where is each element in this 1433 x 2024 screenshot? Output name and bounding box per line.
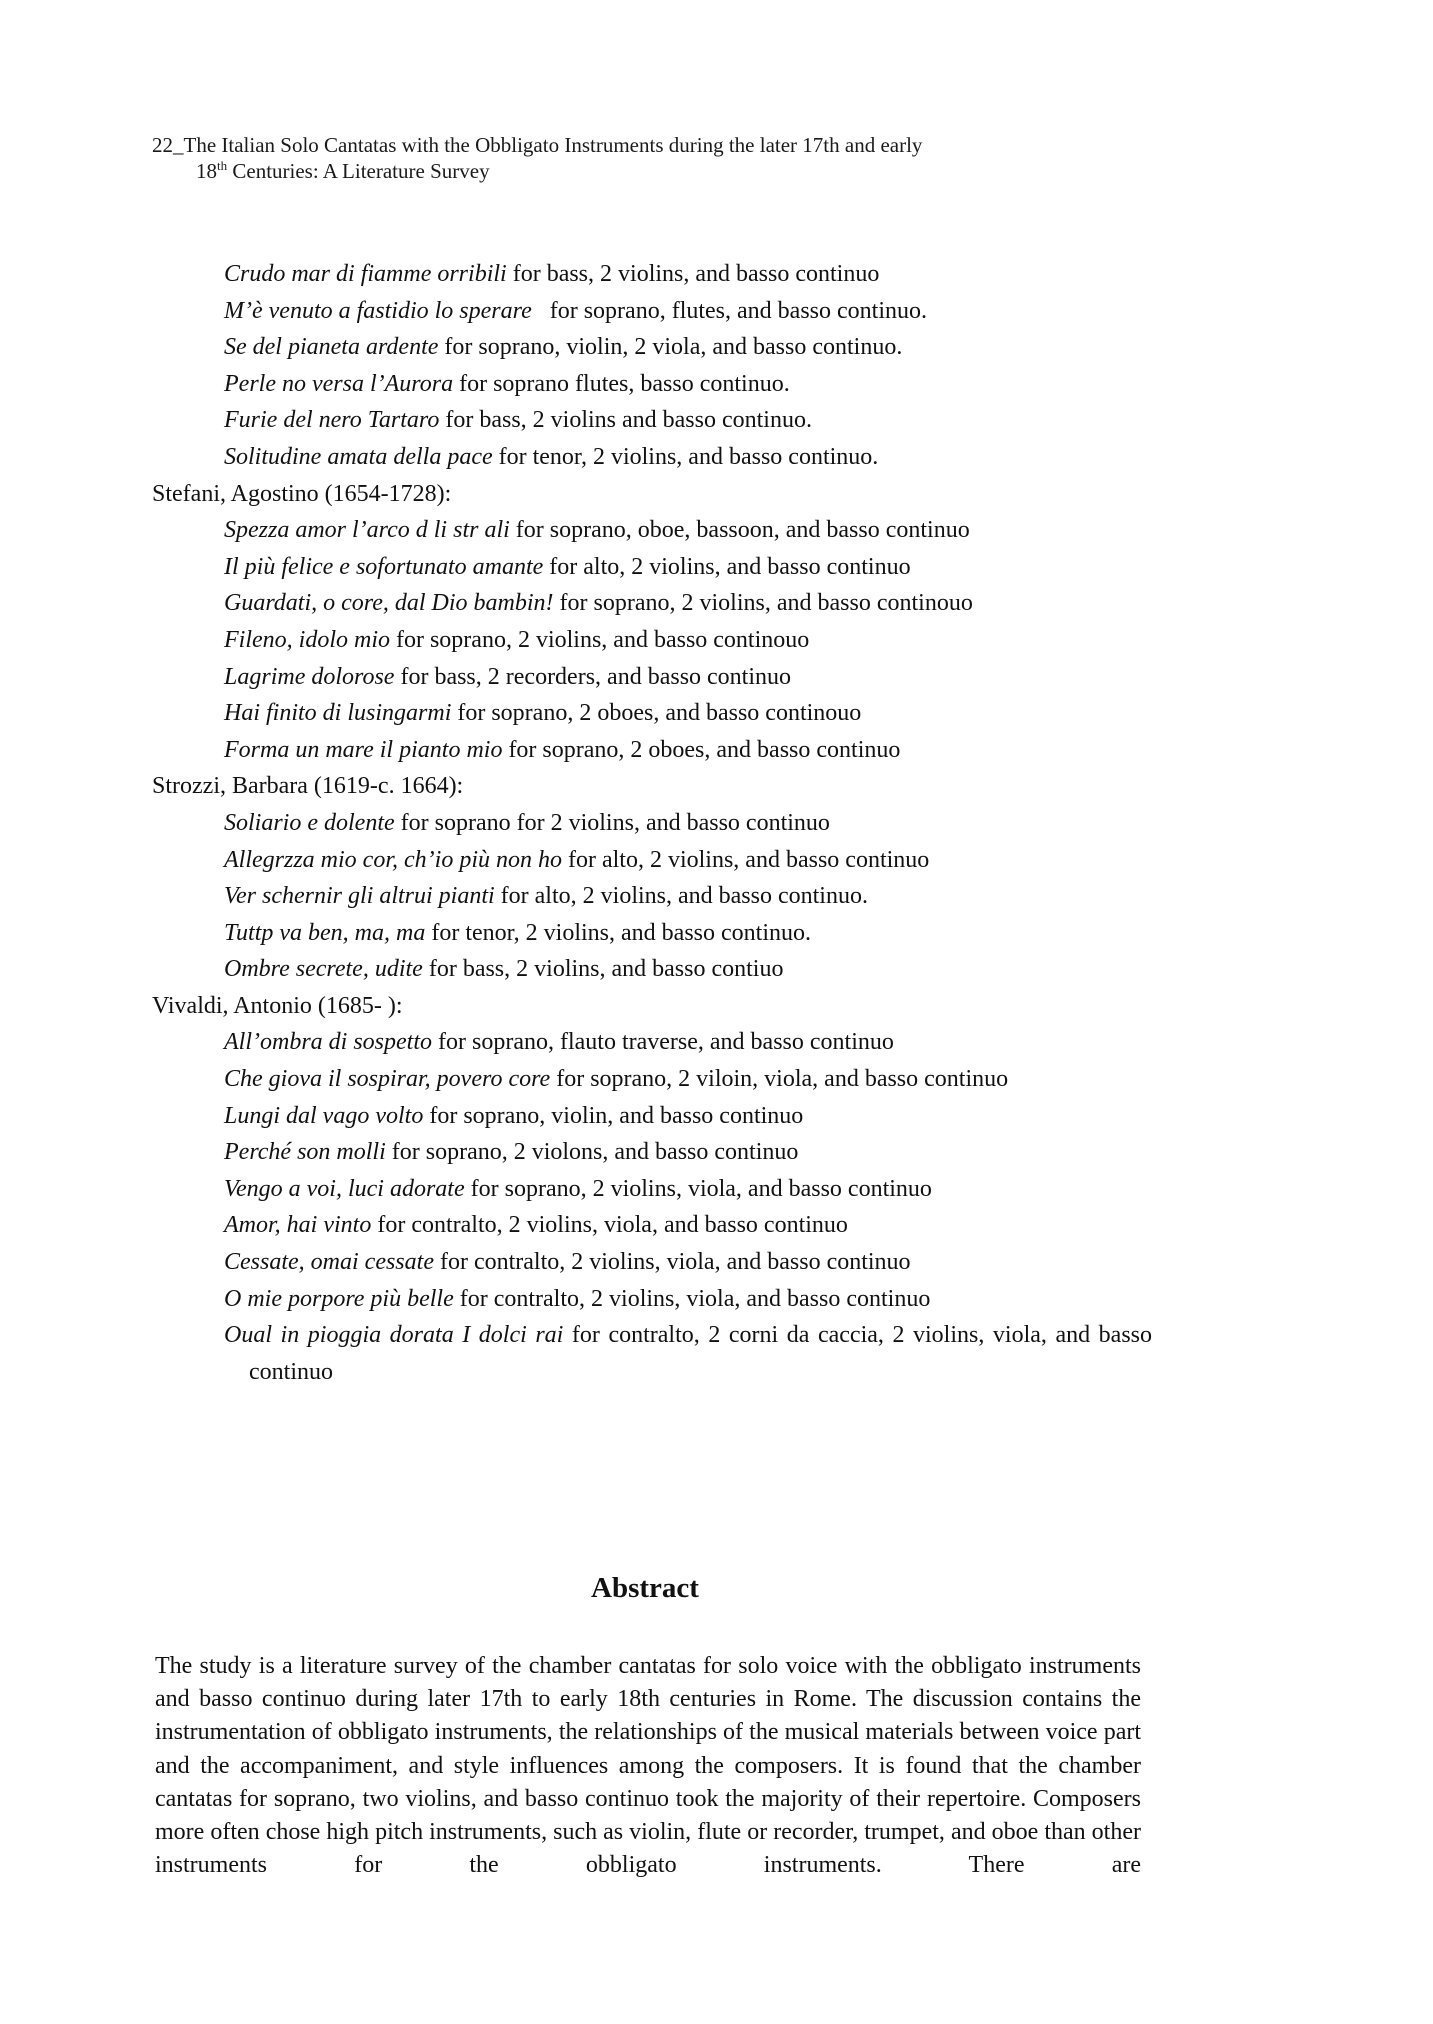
- work-title: Lagrime dolorose: [224, 663, 395, 690]
- work-title: Hai finito di lusingarmi: [224, 700, 452, 727]
- work-scoring: for soprano, 2 violins, and basso continouo: [389, 626, 810, 653]
- work-title: Tuttp va ben, ma, ma: [224, 919, 426, 946]
- work-title: Perché son molli: [224, 1139, 386, 1166]
- work-title: Spezza amor l’arco d li str ali: [224, 517, 510, 544]
- work-entry: [152, 1098, 1152, 1135]
- work-title: Fileno, idolo mio: [224, 626, 390, 653]
- work-scoring: for bass, 2 violins and basso continuo.: [439, 407, 812, 434]
- header-line-1: 22_The Italian Solo Cantatas with the Obbligato Instruments during the later 17th and early: [152, 133, 923, 157]
- work-title: Furie del nero Tartaro: [224, 407, 440, 434]
- work-entry: [152, 1207, 1152, 1244]
- work-entry: [152, 1244, 1152, 1281]
- work-scoring: for soprano, 2 oboes, and basso continouo: [451, 700, 862, 727]
- work-title: Ver schernir gli altrui pianti: [224, 883, 495, 910]
- work-entry: [152, 439, 1152, 476]
- work-title: Crudo mar di fiamme orribili: [224, 261, 507, 287]
- header-title-part-2: Centuries: A Literature Survey: [227, 159, 490, 183]
- work-entry: [152, 366, 1152, 403]
- work-scoring: for alto, 2 violins, and basso continuo.: [494, 883, 868, 910]
- work-entry: [152, 512, 1152, 549]
- work-title: Guardati, o core, dal Dio bambin!: [224, 590, 554, 617]
- work-title: Cessate, omai cessate: [224, 1249, 434, 1276]
- work-entry: [152, 293, 1152, 330]
- work-title: Il più felice e sofortunato amante: [224, 553, 544, 580]
- work-entry: [152, 549, 1152, 586]
- work-entry: [152, 951, 1152, 988]
- work-title: Che giova il sospirar, povero core: [224, 1066, 551, 1093]
- work-title: Allegrzza mio cor, ch’io più non ho: [224, 846, 562, 873]
- work-entry: [152, 695, 1152, 732]
- work-entry: [152, 915, 1152, 952]
- work-scoring: for soprano, violin, and basso continuo: [423, 1102, 804, 1129]
- composer-heading: Stefani, Agostino (1654-1728):: [152, 480, 452, 507]
- work-entry: [152, 329, 1152, 366]
- work-entry: [152, 585, 1152, 622]
- work-scoring: for tenor, 2 violins, and basso continuo.: [492, 443, 879, 470]
- work-title: Solitudine amata della pace: [224, 443, 493, 470]
- header-line-2: 18th Centuries: A Literature Survey: [196, 158, 490, 183]
- work-title: All’ombra di sospetto: [224, 1029, 432, 1056]
- work-title: M’è venuto a fastidio lo sperare: [224, 297, 532, 324]
- work-scoring: for contralto, 2 violins, viola, and basso continuo: [453, 1285, 931, 1312]
- work-scoring: for tenor, 2 violins, and basso continuo.: [425, 919, 811, 946]
- work-entry: [152, 659, 1152, 696]
- work-entry: [152, 732, 1152, 769]
- work-scoring: for soprano, flauto traverse, and basso continuo: [432, 1029, 894, 1056]
- work-title: Oual in pioggia dorata I dolci rai: [224, 1322, 564, 1349]
- work-scoring: for soprano, violin, 2 viola, and basso continuo.: [438, 334, 903, 361]
- work-scoring: for soprano, 2 oboes, and basso continuo: [502, 736, 901, 763]
- work-entry: [152, 1061, 1152, 1098]
- work-scoring: for contralto, 2 violins, viola, and basso continuo: [433, 1249, 911, 1276]
- work-title: Perle no versa l’Aurora: [224, 370, 454, 397]
- work-entry: [152, 402, 1152, 439]
- work-entry: [152, 878, 1152, 915]
- page-number: 22: [152, 133, 173, 157]
- work-title: Soliario e dolente: [224, 809, 395, 836]
- work-entry: [152, 256, 1152, 293]
- abstract-text: The study is a literature survey of the chamber cantatas for solo voice with the obbligato instruments and basso continuo during later 17th to early 18th centuries in Rome. The discussion contains the instrumentation of obbligato instruments, the relationships of the musical materials between voice part and the accompaniment, and style influences among the composers. It is found that the chamber cantatas for soprano, two violins, and basso continuo took the majority of their repertoire. Composers more often chose high pitch instruments, such as violin, flute or recorder, trumpet, and oboe than other instruments for the obbligato instruments. There are: [155, 1653, 1141, 1879]
- work-entry: [152, 622, 1152, 659]
- work-title: Lungi dal vago volto: [224, 1102, 424, 1129]
- work-scoring: for bass, 2 violins, and basso continuo: [506, 261, 880, 287]
- work-scoring: for contralto, 2 violins, viola, and basso continuo: [371, 1212, 848, 1239]
- work-title: Ombre secrete, udite: [224, 956, 423, 983]
- work-scoring: for soprano flutes, basso continuo.: [453, 370, 790, 397]
- works-list: [152, 256, 1152, 1390]
- work-title: Se del pianeta ardente: [224, 334, 439, 361]
- work-scoring: for alto, 2 violins, and basso continuo: [543, 553, 911, 580]
- running-header: [152, 132, 1152, 184]
- work-title: Vengo a voi, luci adorate: [224, 1175, 465, 1202]
- work-scoring: for contralto, 2 corni da caccia, 2 violins, viola, and basso continuo: [249, 1322, 1153, 1385]
- work-scoring: for soprano, 2 violons, and basso continuo: [385, 1139, 799, 1166]
- work-entry: [152, 805, 1152, 842]
- work-scoring: for soprano, flutes, and basso continuo.: [531, 297, 927, 324]
- work-title: Amor, hai vinto: [224, 1212, 372, 1239]
- work-entry: [152, 1134, 1152, 1171]
- work-scoring: for soprano, 2 violins, and basso continouo: [553, 590, 973, 617]
- work-title: Forma un mare il pianto mio: [224, 736, 503, 763]
- work-title: O mie porpore più belle: [224, 1285, 454, 1312]
- abstract-heading: Abstract: [591, 1572, 699, 1604]
- work-entry: [152, 1317, 1152, 1390]
- work-scoring: for bass, 2 recorders, and basso continuo: [394, 663, 792, 690]
- composer-heading: Strozzi, Barbara (1619-c. 1664):: [152, 773, 464, 800]
- work-entry: [152, 842, 1152, 879]
- header-title-part-1: The Italian Solo Cantatas with the Obbligato Instruments during the later 17th and early: [183, 133, 923, 157]
- work-entry: [152, 1171, 1152, 1208]
- work-scoring: for alto, 2 violins, and basso continuo: [561, 846, 930, 873]
- work-scoring: for soprano for 2 violins, and basso continuo: [394, 809, 830, 836]
- work-scoring: for bass, 2 violins, and basso contiuo: [422, 956, 784, 983]
- work-entry: [152, 1281, 1152, 1318]
- work-scoring: for soprano, 2 violins, viola, and basso continuo: [464, 1175, 932, 1202]
- work-entry: [152, 1024, 1152, 1061]
- work-scoring: for soprano, 2 viloin, viola, and basso continuo: [550, 1066, 1009, 1093]
- work-scoring: for soprano, oboe, bassoon, and basso continuo: [509, 517, 970, 544]
- composer-heading: Vivaldi, Antonio (1685- ):: [152, 992, 403, 1019]
